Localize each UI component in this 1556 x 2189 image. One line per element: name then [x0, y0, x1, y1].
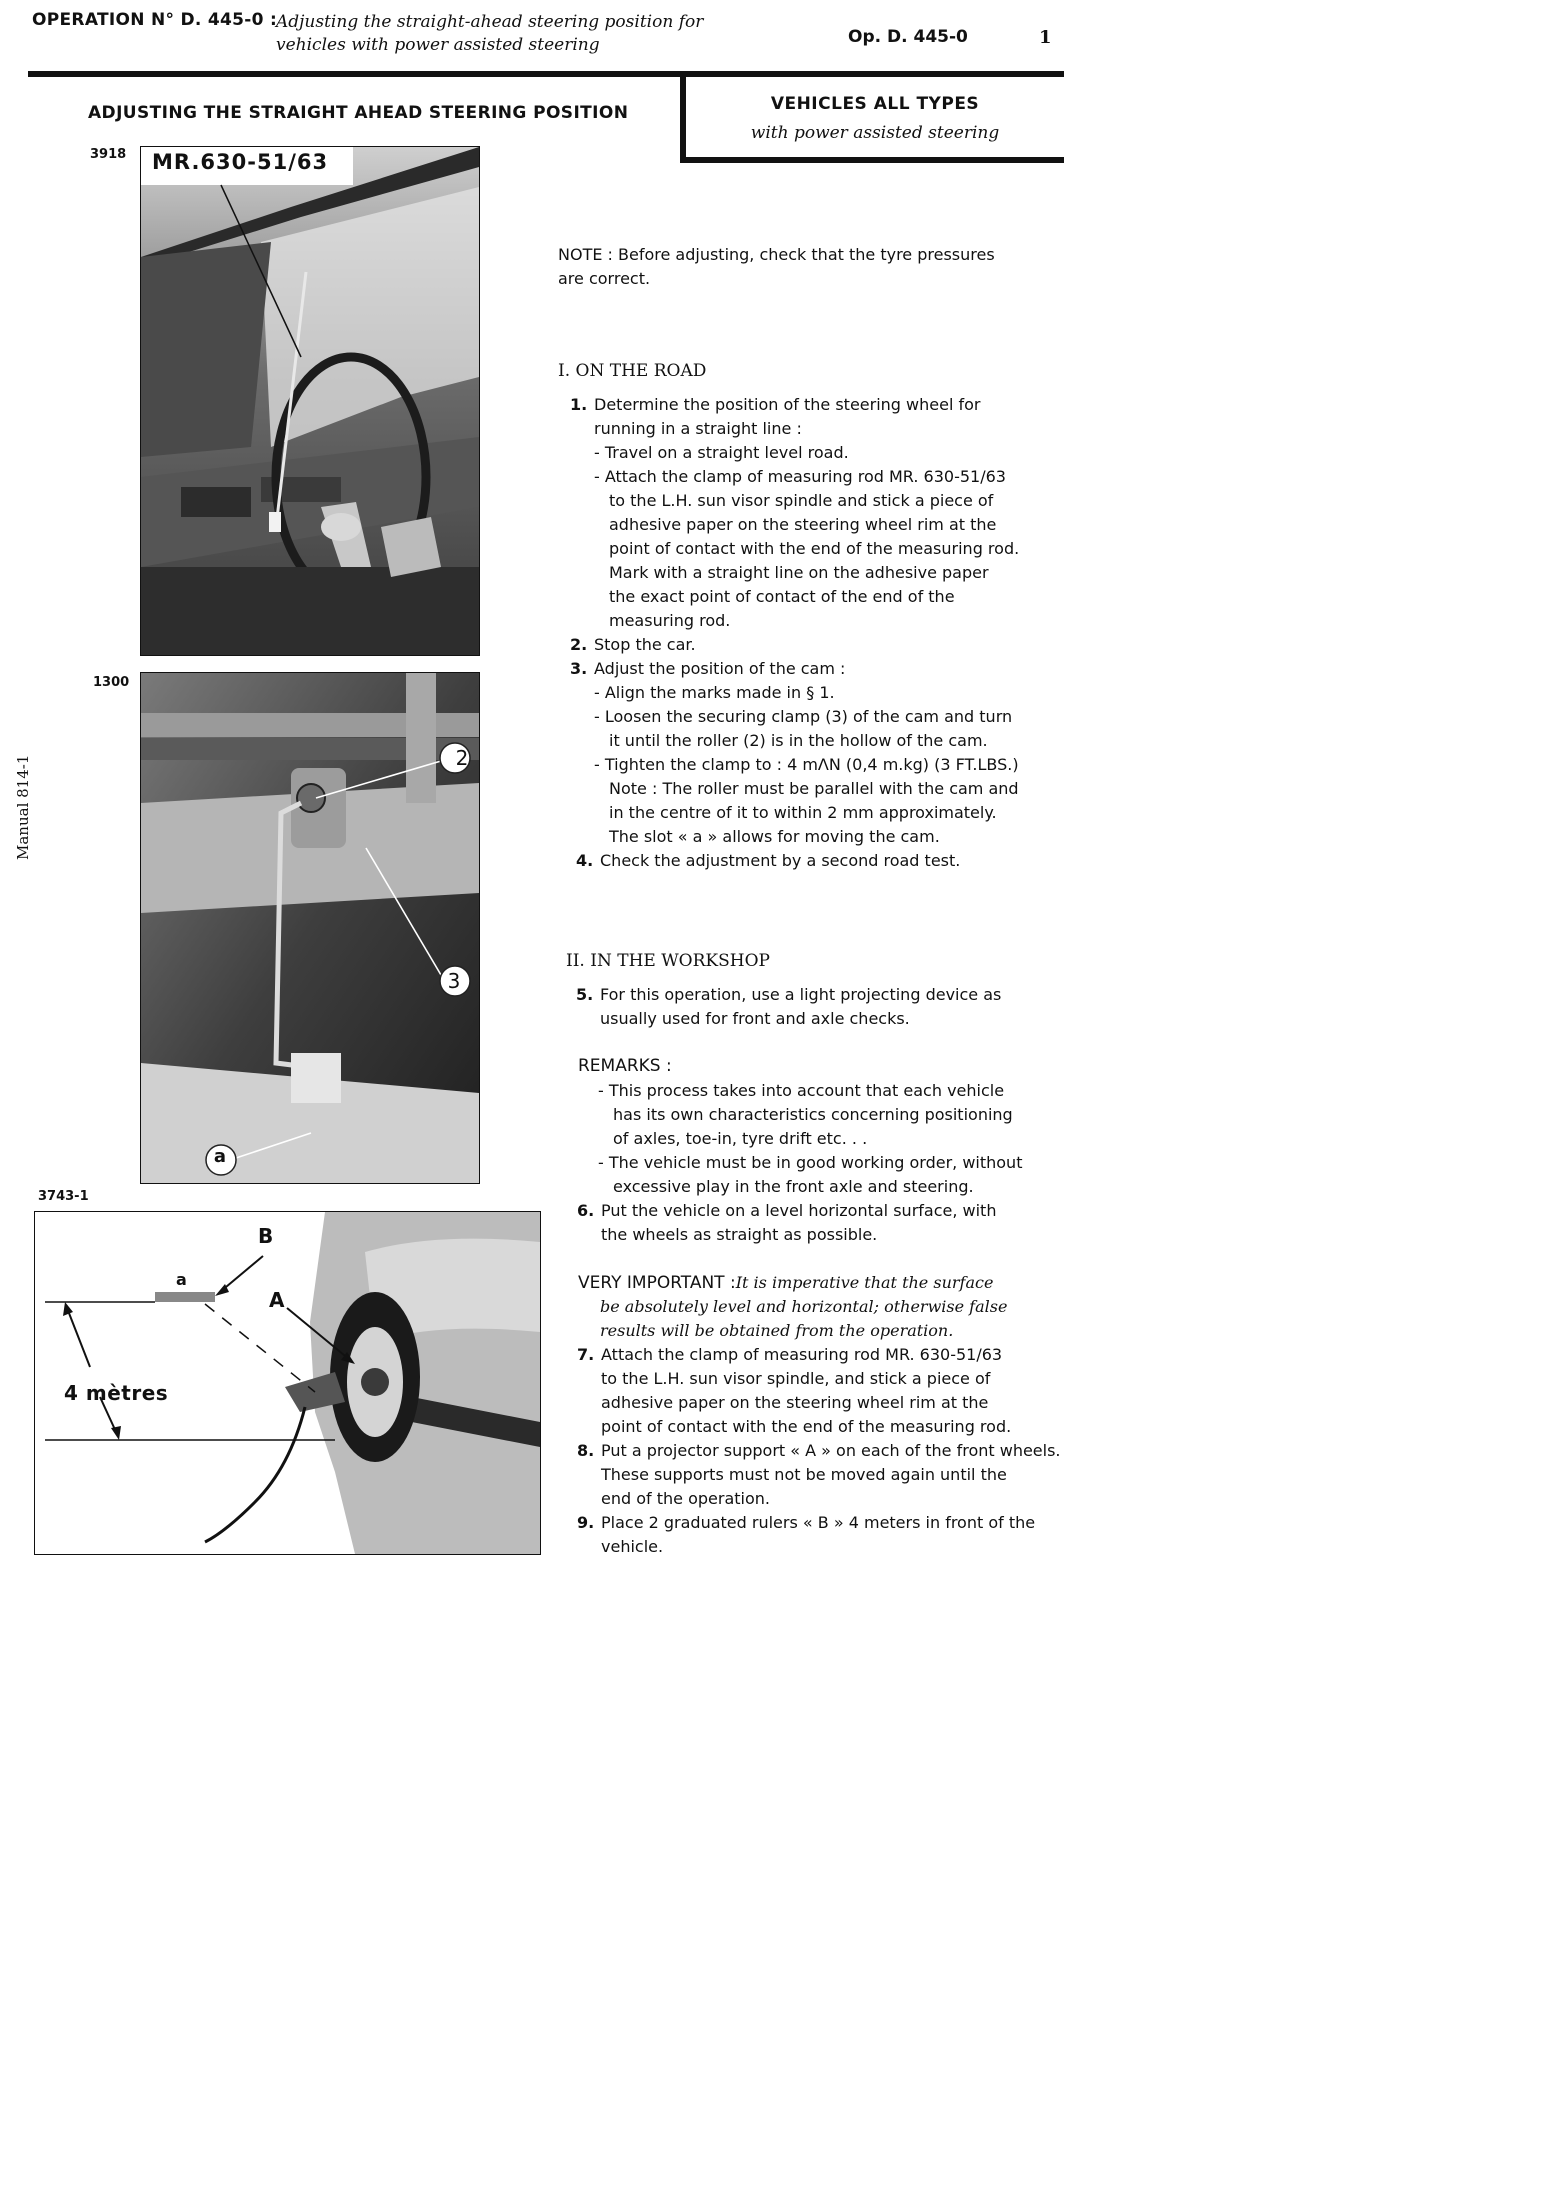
list-item: 1. Determine the position of the steering wheel for: [570, 395, 981, 414]
figure-2-photo: [140, 672, 480, 1184]
vehicles-box-title: VEHICLES ALL TYPES: [770, 94, 980, 114]
list-item: - Attach the clamp of measuring rod MR. 630-51/63: [594, 467, 1006, 486]
list-item: excessive play in the front axle and steering.: [613, 1177, 974, 1196]
figure-3-label-a: a: [176, 1270, 187, 1289]
section-1-list: [570, 393, 1019, 873]
list-item: 2. Stop the car.: [570, 635, 696, 654]
very-important-block: VERY IMPORTANT :It is imperative that the surface be absolutely level and horizontal; otherwise false results will be obtained from the operation.: [578, 1273, 1008, 1340]
section-1-title: I. ON THE ROAD: [558, 361, 707, 381]
remarks-list: [598, 1079, 1022, 1199]
figure-2-number: 1300: [93, 675, 130, 690]
list-item: - The vehicle must be in good working order, without: [598, 1153, 1023, 1172]
operation-subtitle-line1: Adjusting the straight-ahead steering position for: [276, 12, 704, 32]
vehicles-box-subtitle: with power assisted steering: [750, 123, 1000, 143]
list-item: in the centre of it to within 2 mm approximately.: [609, 803, 997, 822]
list-item: Note : The roller must be parallel with the cam and: [609, 779, 1019, 798]
figure-1-number: 3918: [90, 147, 127, 162]
list-item: - Loosen the securing clamp (3) of the cam and turn: [594, 707, 1013, 726]
section-2-item-5: 5. For this operation, use a light projecting device as usually used for front and axle checks.: [576, 985, 1002, 1028]
operation-number: OPERATION N° D. 445-0 :: [32, 10, 278, 30]
vehicles-box-border-bottom: [680, 157, 1064, 163]
remarks-title: REMARKS :: [578, 1056, 672, 1076]
list-item: vehicle.: [601, 1537, 664, 1556]
section-heading: ADJUSTING THE STRAIGHT AHEAD STEERING POSITION: [88, 103, 629, 123]
section-2-items-tail: [577, 1343, 1061, 1559]
list-item: 8. Put a projector support « A » on each of the front wheels.: [577, 1441, 1061, 1460]
list-item: These supports must not be moved again until the: [601, 1465, 1007, 1484]
page-number: 1: [1039, 27, 1052, 48]
list-item: measuring rod.: [609, 611, 731, 630]
figure-3-number: 3743-1: [38, 1189, 89, 1204]
list-item: the exact point of contact of the end of the: [609, 587, 955, 606]
list-item: running in a straight line :: [594, 419, 802, 438]
operation-code: Op. D. 445-0: [848, 27, 968, 47]
list-item: The slot « a » allows for moving the cam.: [609, 827, 940, 846]
section-2-item-6: 6. Put the vehicle on a level horizontal surface, with the wheels as straight as possible.: [577, 1201, 997, 1244]
figure-1-tool-label: MR.630-51/63: [152, 150, 329, 174]
list-item: adhesive paper on the steering wheel rim at the: [601, 1393, 989, 1412]
figure-3-label-A: A: [269, 1288, 285, 1312]
list-item: Mark with a straight line on the adhesive paper: [609, 563, 989, 582]
figure-2-callout-a: a: [213, 1146, 227, 1167]
note-line-1: NOTE : Before adjusting, check that the tyre pressures: [558, 245, 995, 264]
list-item: - Travel on a straight level road.: [594, 443, 849, 462]
section-2-title: II. IN THE WORKSHOP: [566, 951, 770, 971]
list-item: - Align the marks made in § 1.: [594, 683, 835, 702]
list-item: of axles, toe-in, tyre drift etc. . .: [613, 1129, 868, 1148]
list-item: 4. Check the adjustment by a second road test.: [576, 851, 961, 870]
operation-subtitle-line2: vehicles with power assisted steering: [276, 35, 600, 55]
figure-2-callout-2: 2: [455, 746, 469, 770]
list-item: point of contact with the end of the measuring rod.: [609, 539, 1020, 558]
figure-1-photo: [140, 146, 480, 656]
list-item: to the L.H. sun visor spindle and stick a piece of: [609, 491, 994, 510]
header-rule: [28, 71, 1064, 77]
list-item: 7. Attach the clamp of measuring rod MR. 630-51/63: [577, 1345, 1003, 1364]
side-manual-label: Manual 814-1: [14, 754, 32, 860]
list-item: point of contact with the end of the measuring rod.: [601, 1417, 1012, 1436]
list-item: adhesive paper on the steering wheel rim at the: [609, 515, 997, 534]
list-item: to the L.H. sun visor spindle, and stick a piece of: [601, 1369, 991, 1388]
list-item: 3. Adjust the position of the cam :: [570, 659, 846, 678]
figure-2-callout-3: 3: [447, 969, 461, 993]
figure-3-distance: 4 mètres: [64, 1381, 169, 1405]
list-item: end of the operation.: [601, 1489, 770, 1508]
note-line-2: are correct.: [558, 269, 651, 288]
list-item: - Tighten the clamp to : 4 mΛN (0,4 m.kg) (3 FT.LBS.): [594, 755, 1019, 774]
list-item: - This process takes into account that each vehicle: [598, 1081, 1005, 1100]
figure-3-label-b: B: [258, 1224, 274, 1248]
list-item: 9. Place 2 graduated rulers « B » 4 meters in front of the: [577, 1513, 1036, 1532]
vehicles-box-border-left: [680, 72, 686, 162]
list-item: it until the roller (2) is in the hollow of the cam.: [609, 731, 988, 750]
list-item: has its own characteristics concerning positioning: [613, 1105, 1013, 1124]
